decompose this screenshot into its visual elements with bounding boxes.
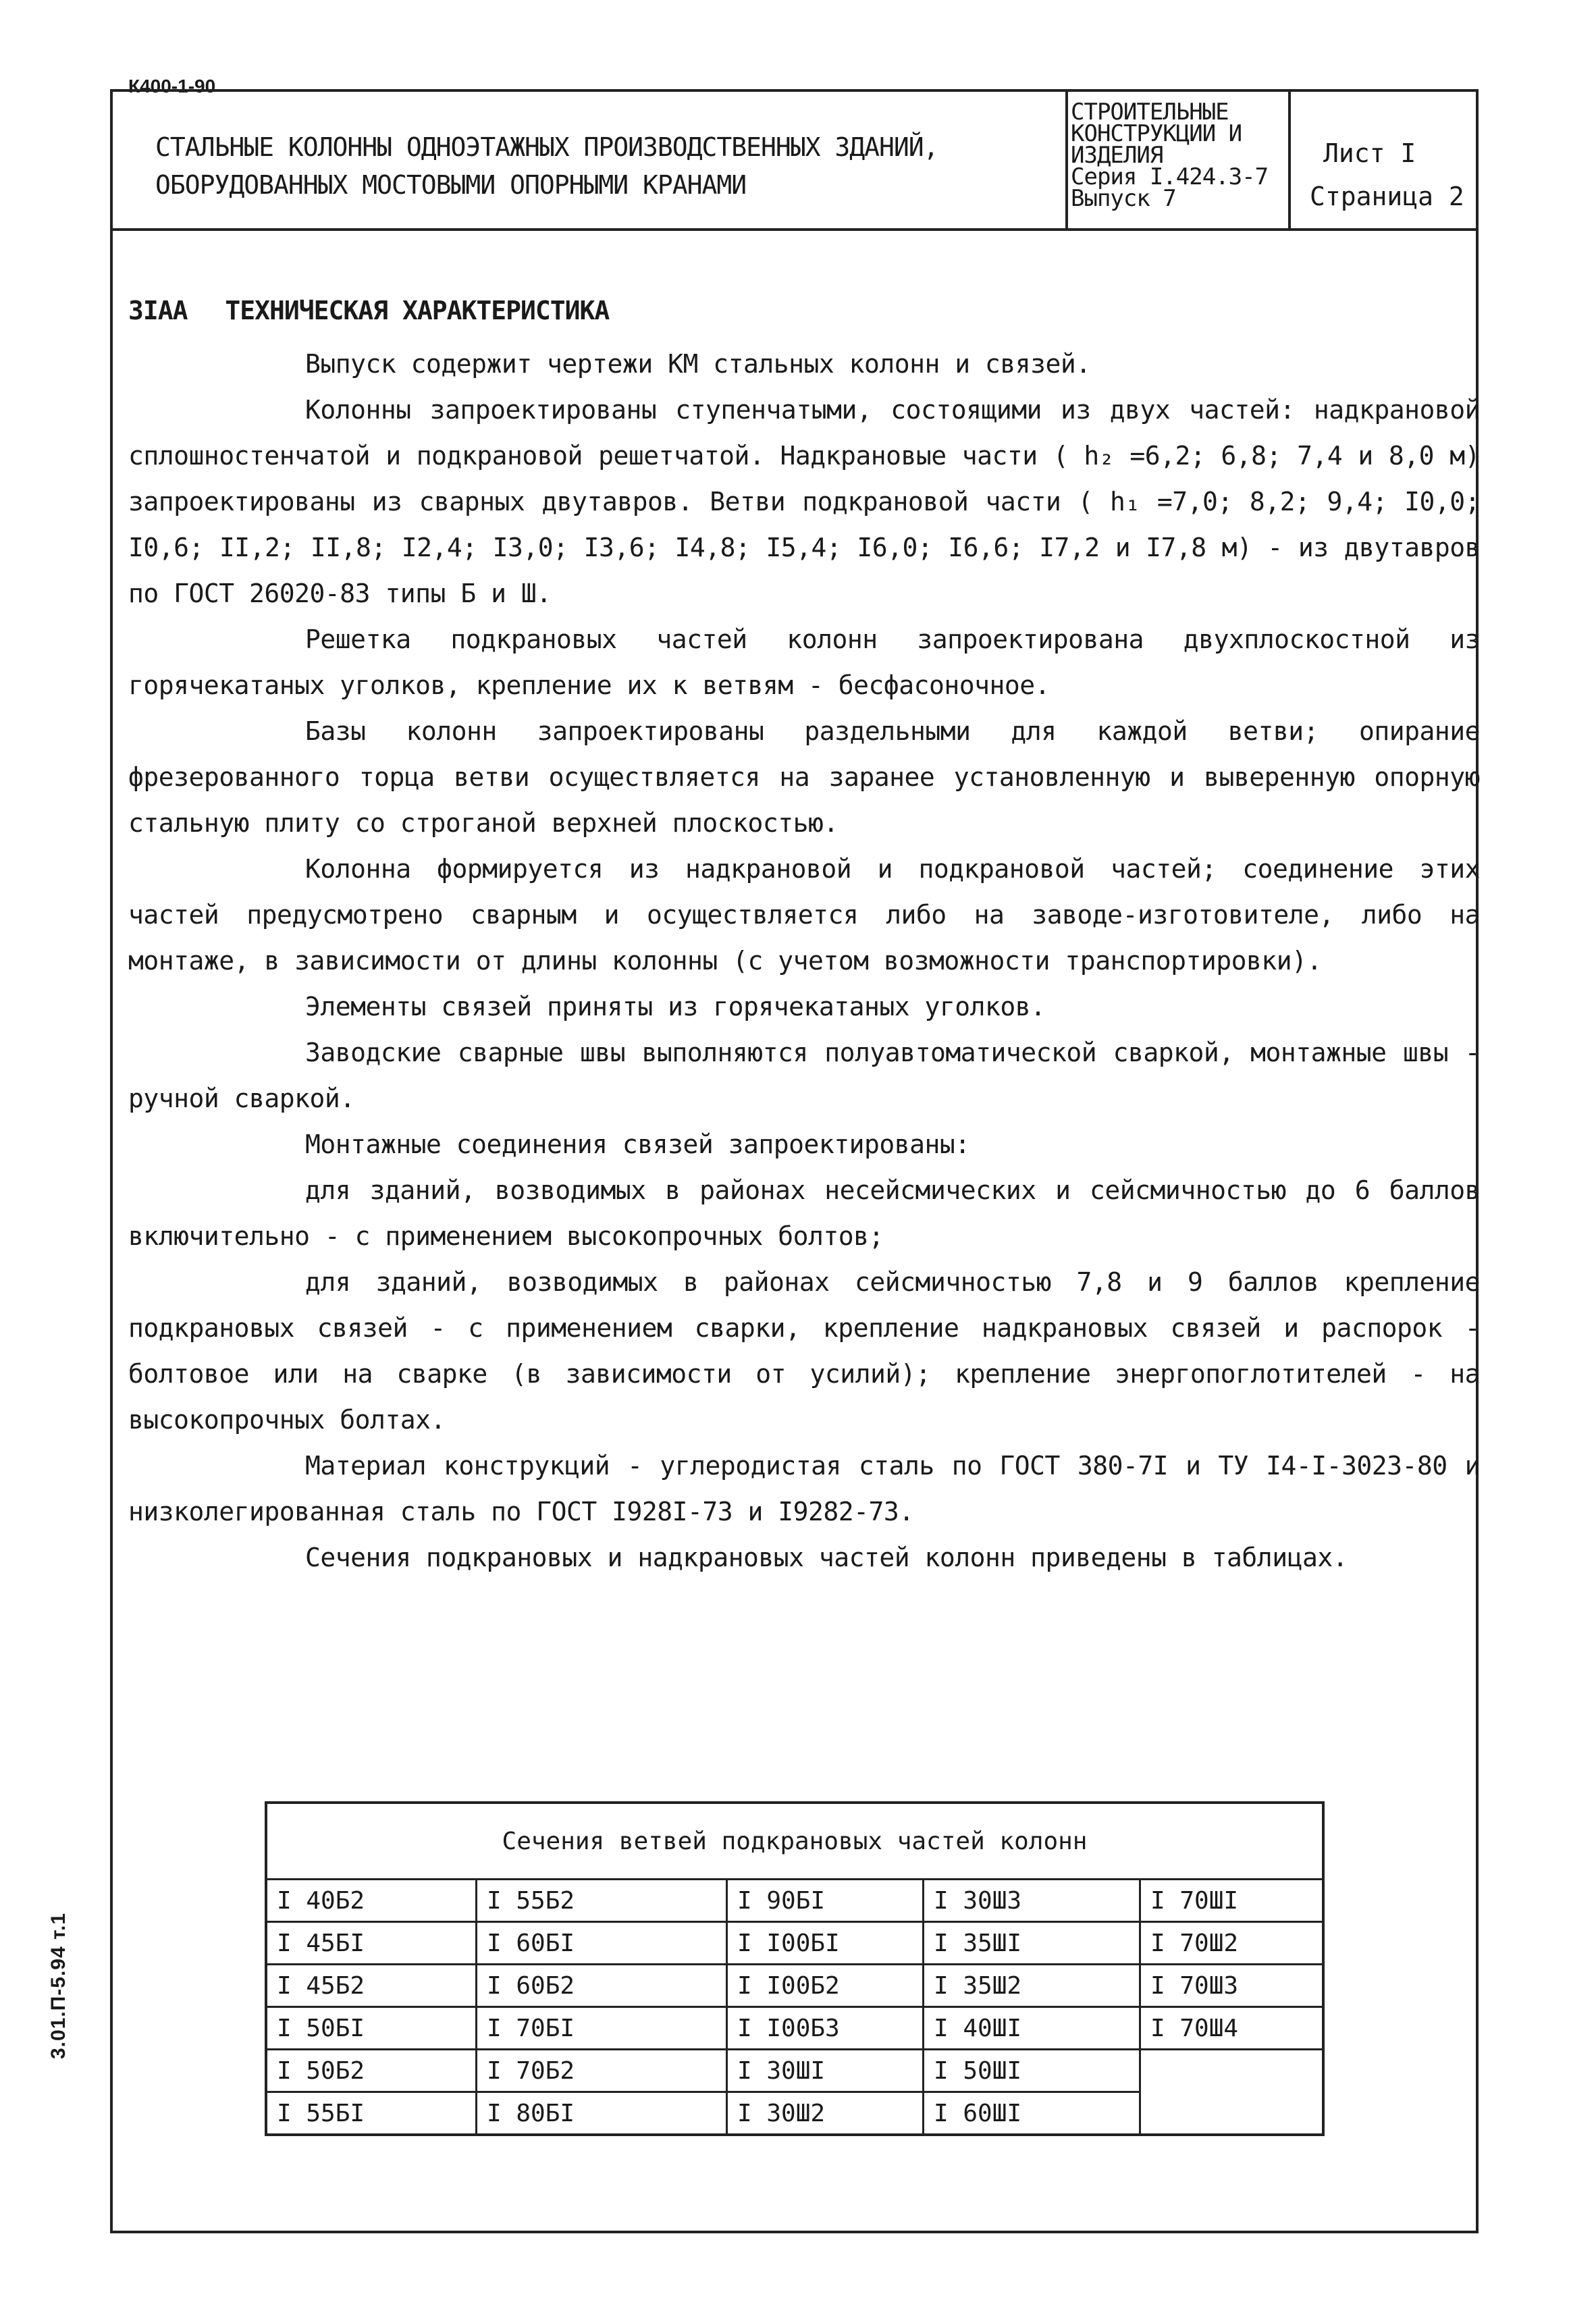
table-cell: I 50Б2 <box>266 2050 477 2092</box>
title-line-1: СТАЛЬНЫЕ КОЛОННЫ ОДНОЭТАЖНЫХ ПРОИЗВОДСТВЕННЫХ ЗДАНИЙ, <box>155 132 938 162</box>
table-cell: I 30Ш2 <box>727 2092 924 2135</box>
table-cell: I 40ШI <box>924 2007 1140 2050</box>
sheet-number: Лист I <box>1323 138 1416 168</box>
table-cell: I I00БI <box>727 1922 924 1965</box>
title-line-2: ОБОРУДОВАННЫХ МОСТОВЫМИ ОПОРНЫМИ КРАНАМИ <box>155 170 747 200</box>
table-cell-empty <box>1140 2050 1324 2092</box>
series-line-2: КОНСТРУКЦИИ И <box>1071 120 1242 147</box>
paragraph: Колонны запроектированы ступенчатыми, состоящими из двух частей: надкрановой сплошностенчатой и подкрановой решетчатой. Надкрановые части ( h₂ =6,2; 6,8; 7,4 и 8,0 м) запроектированы из сварных двутавров. Ветви подкрановой части ( h₁ =7,0; 8,2; 9,4; I0,0; I0,6; II,2; II,8; I2,4; I3,0; I3,6; I4,8; I5,4; I6,0; I6,6; I7,2 и I7,8 м) - из двутавров по ГОСТ 26020-83 типы Б и Ш. <box>128 395 1480 608</box>
table-cell: I 60БI <box>477 1922 727 1965</box>
table-cell: I 30Ш3 <box>924 1880 1140 1922</box>
table-cell: I 30ШI <box>727 2050 924 2092</box>
paragraph: для зданий, возводимых в районах несейсмических и сейсмичностью до 6 баллов включительно - с применением высокопрочных болтов; <box>128 1175 1480 1251</box>
paragraph: Колонна формируется из надкрановой и подкрановой частей; соединение этих частей предусмотрено сварным и осуществляется либо на заводе-изготовителе, либо на монтаже, в зависимости от длины колонны (с учетом возможности транспортировки). <box>128 854 1480 976</box>
stamp-divider <box>110 228 1479 231</box>
table-cell: I 45Б2 <box>266 1965 477 2007</box>
document-code: К400-1-90 <box>128 76 216 97</box>
series-block <box>1071 99 1269 212</box>
table-cell: I 70Ш2 <box>1140 1922 1324 1965</box>
sheet-block <box>1310 132 1464 218</box>
series-line-5: Выпуск 7 <box>1071 185 1176 212</box>
stamp-divider-sheet <box>1288 89 1291 230</box>
table-cell: I I00Б2 <box>727 1965 924 2007</box>
table-cell-empty <box>1140 2092 1324 2135</box>
series-line-1: СТРОИТЕЛЬНЫЕ <box>1071 99 1229 126</box>
paragraph: Заводские сварные швы выполняются полуавтоматической сваркой, монтажные швы - ручной сваркой. <box>128 1038 1480 1113</box>
paragraph: Материал конструкций - углеродистая сталь по ГОСТ 380-7I и ТУ I4-I-3023-80 и низколегированная сталь по ГОСТ I928I-73 и I9282-73. <box>128 1451 1480 1526</box>
table-row <box>266 2092 1323 2135</box>
table-cell: I 45БI <box>266 1922 477 1965</box>
series-line-3: ИЗДЕЛИЯ <box>1071 142 1163 169</box>
table-cell: I 50ШI <box>924 2050 1140 2092</box>
table-row <box>266 1965 1323 2007</box>
table-row <box>266 1922 1323 1965</box>
table-cell: I 70Б2 <box>477 2050 727 2092</box>
table-row <box>266 1880 1323 1922</box>
section-title: ТЕХНИЧЕСКАЯ ХАРАКТЕРИСТИКА <box>225 296 610 325</box>
side-note: 3.01.П-5.94 т.1 <box>47 1912 70 2059</box>
paragraph: для зданий, возводимых в районах сейсмичностью 7,8 и 9 баллов крепление подкрановых связей - с применением сварки, крепление надкрановых связей и распорок - болтовое или на сварке (в зависимости от усилий); крепление энергопоглотителей - на высокопрочных болтах. <box>128 1267 1480 1435</box>
table-cell: I 55Б2 <box>477 1880 727 1922</box>
paragraph: Базы колонн запроектированы раздельными для каждой ветви; опирание фрезерованного торца ветви осуществляется на заранее установленную и выверенную опорную стальную плиту со строганой верхней плоскостью. <box>128 716 1480 838</box>
sections-table <box>265 1801 1325 2136</box>
table-title: Сечения ветвей подкрановых частей колонн <box>266 1803 1323 1880</box>
table-cell: I 55БI <box>266 2092 477 2135</box>
table-cell: I I00Б3 <box>727 2007 924 2050</box>
table-cell: I 35ШI <box>924 1922 1140 1965</box>
paragraph: Элементы связей приняты из горячекатаных уголков. <box>305 992 1046 1021</box>
section-heading <box>128 296 609 325</box>
body-text <box>128 341 1480 1580</box>
table-cell: I 35Ш2 <box>924 1965 1140 2007</box>
stamp-divider-series <box>1065 89 1068 230</box>
table-cell: I 90БI <box>727 1880 924 1922</box>
paragraph: Сечения подкрановых и надкрановых частей колонн приведены в таблицах. <box>305 1543 1348 1572</box>
table-cell: I 50БI <box>266 2007 477 2050</box>
table-cell: I 40Б2 <box>266 1880 477 1922</box>
table-cell: I 60Б2 <box>477 1965 727 2007</box>
paragraph: Решетка подкрановых частей колонн запроектирована двухплоскостной из горячекатаных уголков, крепление их к ветвям - бесфасоночное. <box>128 624 1480 700</box>
table-row <box>266 2007 1323 2050</box>
table-cell: I 60ШI <box>924 2092 1140 2135</box>
table-cell: I 70БI <box>477 2007 727 2050</box>
section-number: ЗIАА <box>128 296 188 325</box>
paragraph: Выпуск содержит чертежи КМ стальных колонн и связей. <box>305 349 1091 379</box>
table-cell: I 70Ш3 <box>1140 1965 1324 2007</box>
page-number: Страница 2 <box>1310 182 1464 211</box>
table-cell: I 70ШI <box>1140 1880 1324 1922</box>
series-line-4: Серия I.424.3-7 <box>1071 163 1269 190</box>
table-cell: I 80БI <box>477 2092 727 2135</box>
paragraph: Монтажные соединения связей запроектированы: <box>305 1129 970 1159</box>
table-cell: I 70Ш4 <box>1140 2007 1324 2050</box>
table-row <box>266 2050 1323 2092</box>
document-title <box>155 128 938 204</box>
